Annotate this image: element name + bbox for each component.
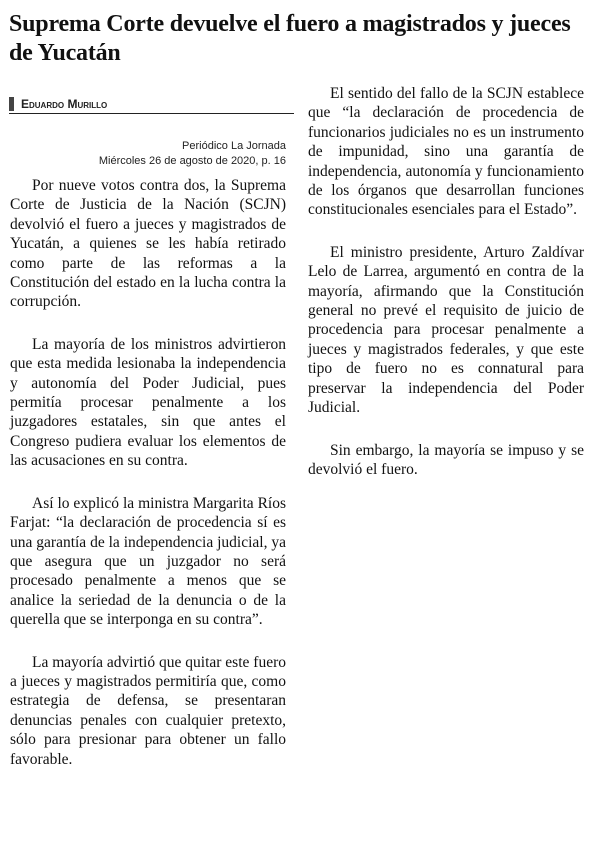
byline-marker [9, 97, 14, 111]
body-paragraph: La mayoría de los ministros advirtieron que esta medida lesionaba la independencia y autonomía del Poder Judicial, pues permitía procesar penalmente a los juzgadores estatales, sin que antes el Congreso pudiera evaluar los elementos de las acusaciones en su contra. [10, 335, 286, 470]
author-name: Eduardo Murillo [21, 97, 108, 111]
body-paragraph: Así lo explicó la ministra Margarita Ríos Farjat: “la declaración de procedencia sí es una garantía de la independencia judicial, ya que asegura que un juzgador no será procesado penalmente a menos que se analice la seriedad de la denuncia o de la querella que se interponga en su contra”. [10, 494, 286, 629]
publication-name: Periódico La Jornada [182, 140, 286, 152]
article-column-left [10, 176, 286, 792]
publication-date-page: Miércoles 26 de agosto de 2020, p. 16 [98, 155, 286, 167]
body-paragraph: La mayoría advirtió que quitar este fuero a jueces y magistrados permitiría que, como estrategia de defensa, se presentaran denuncias penales con cualquier pretexto, sólo para presionar para obtener un fallo favorable. [10, 653, 286, 768]
byline [9, 95, 294, 114]
body-paragraph: El sentido del fallo de la SCJN establece que “la declaración de procedencia de funcionarios judiciales no es un instrumento de impunidad, sino una garantía de independencia, autonomía y funcionamiento de los órganos que desarrollan funciones constitucionales esenciales para el Estado”. [308, 85, 584, 219]
body-paragraph: Por nueve votos contra dos, la Suprema Corte de Justicia de la Nación (SCJN) devolvió el fuero a jueces y magistrados de Yucatán, a quienes se les había retirado como parte de las reformas a la Constitución del estado en la lucha contra la corrupción. [10, 177, 286, 311]
source-citation [9, 139, 286, 169]
body-paragraph: Sin embargo, la mayoría se impuso y se devolvió el fuero. [308, 441, 584, 478]
body-paragraph: El ministro presidente, Arturo Zaldívar Lelo de Larrea, argumentó en contra de la mayoría, afirmando que la Constitución general no prevé el requisito de juicio de procedencia para procesar penalmente a jueces y magistrados federales, y que este tipo de fuero no es connatural para preservar la independencia del Poder Judicial. [308, 243, 584, 417]
article-column-right [308, 84, 584, 502]
article-headline: Suprema Corte devuelve el fuero a magistrados y jueces de Yucatán [9, 11, 571, 66]
